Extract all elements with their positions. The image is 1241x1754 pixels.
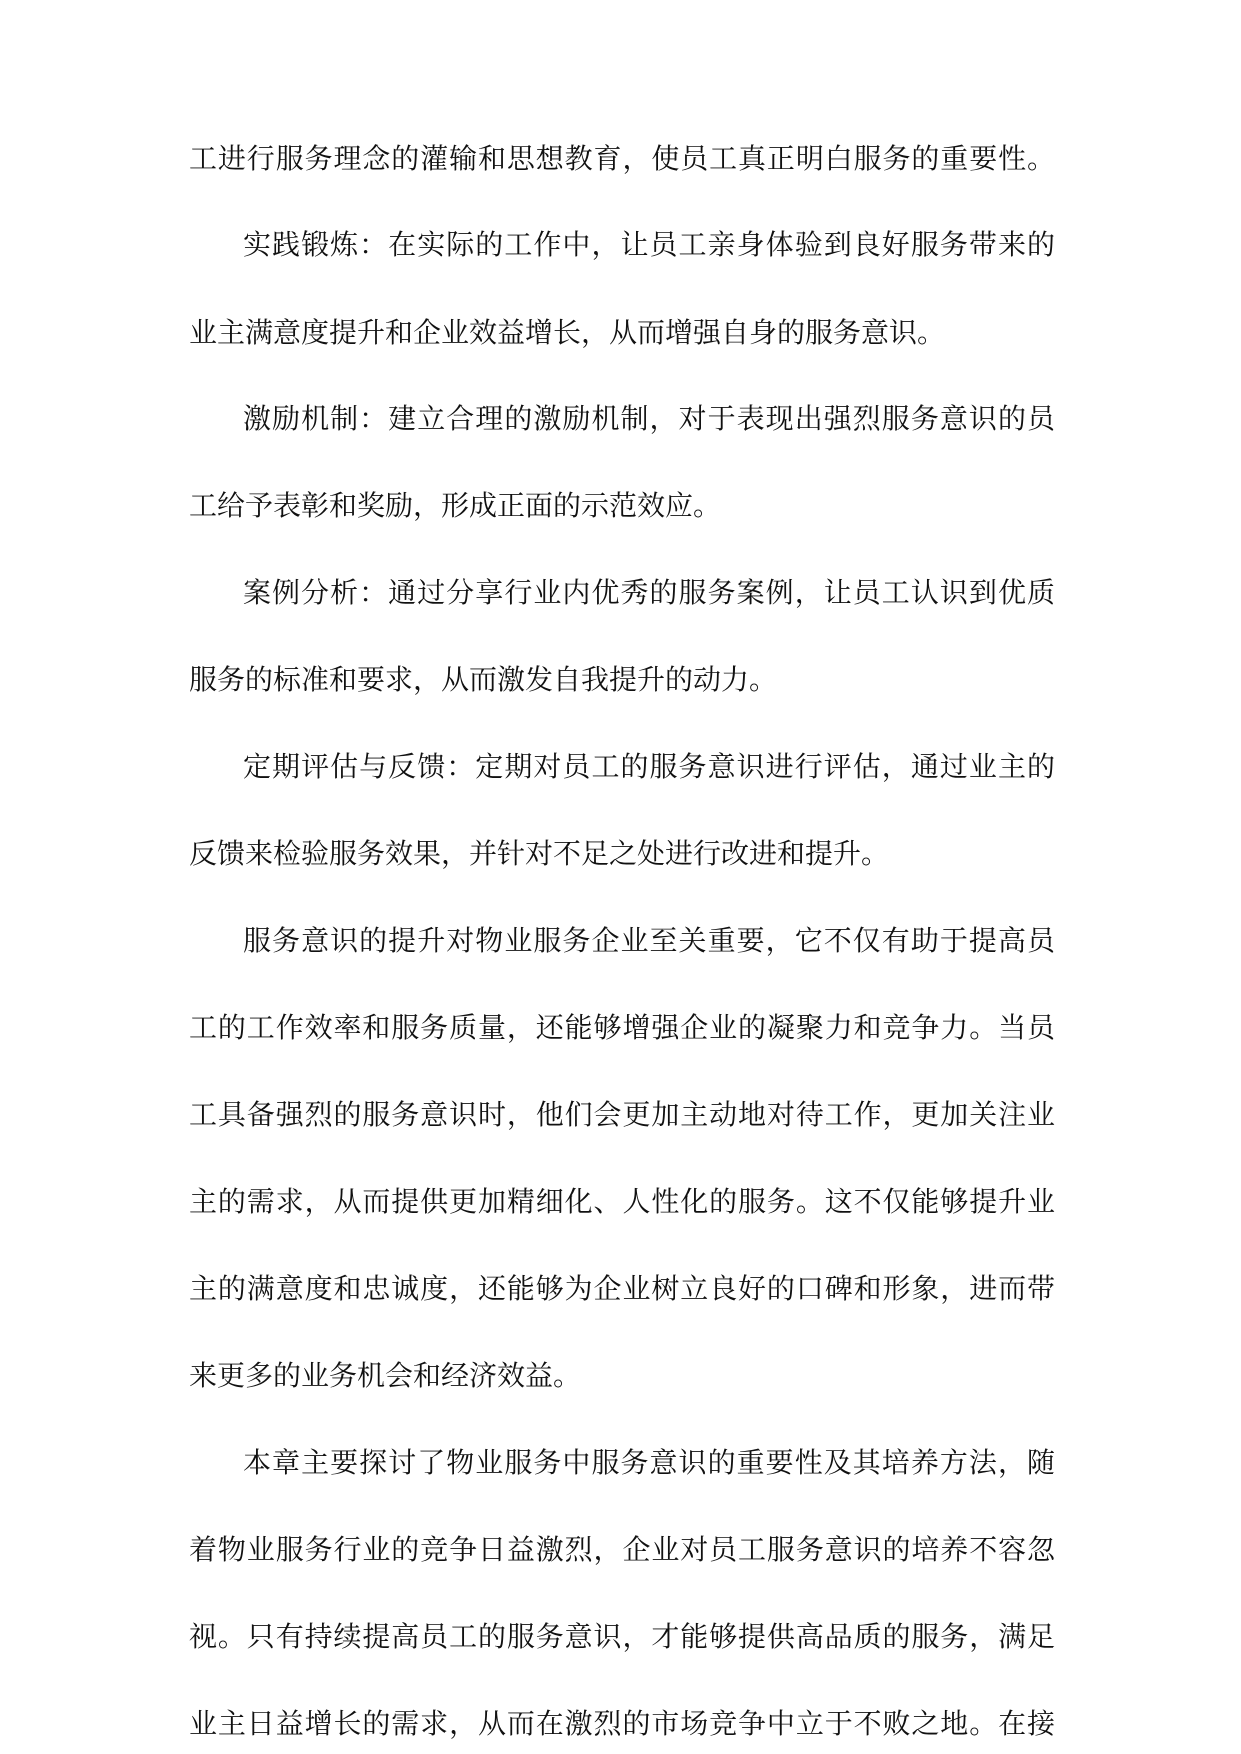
text-line: 主的满意度和忠诚度，还能够为企业树立良好的口碑和形象，进而带: [189, 1272, 1055, 1305]
text-line: 反馈来检验服务效果，并针对不足之处进行改进和提升。: [189, 837, 890, 870]
paragraph-first-line: 案例分析：通过分享行业内优秀的服务案例，让员工认识到优质: [243, 576, 1055, 609]
paragraph-first-line: 定期评估与反馈：定期对员工的服务意识进行评估，通过业主的: [243, 750, 1055, 783]
paragraph-first-line: 服务意识的提升对物业服务企业至关重要，它不仅有助于提高员: [243, 924, 1055, 957]
paragraph-first-line: 激励机制：建立合理的激励机制，对于表现出强烈服务意识的员: [243, 402, 1055, 435]
paragraph-first-line: 实践锻炼：在实际的工作中，让员工亲身体验到良好服务带来的: [243, 228, 1055, 261]
text-line: 工进行服务理念的灌输和思想教育，使员工真正明白服务的重要性。: [189, 142, 1055, 175]
text-line: 业主日益增长的需求，从而在激烈的市场竞争中立于不败之地。在接: [189, 1707, 1055, 1740]
text-line: 工给予表彰和奖励，形成正面的示范效应。: [189, 489, 722, 522]
text-line: 视。只有持续提高员工的服务意识，才能够提供高品质的服务，满足: [189, 1620, 1055, 1653]
text-line: 主的需求，从而提供更加精细化、人性化的服务。这不仅能够提升业: [189, 1185, 1055, 1218]
text-line: 业主满意度提升和企业效益增长，从而增强自身的服务意识。: [189, 316, 946, 349]
paragraph-first-line: 本章主要探讨了物业服务中服务意识的重要性及其培养方法，随: [243, 1446, 1055, 1479]
text-line: 来更多的业务机会和经济效益。: [189, 1359, 582, 1392]
text-line: 工的工作效率和服务质量，还能够增强企业的凝聚力和竞争力。当员: [189, 1011, 1055, 1044]
text-line: 工具备强烈的服务意识时，他们会更加主动地对待工作，更加关注业: [189, 1098, 1055, 1131]
text-line: 着物业服务行业的竞争日益激烈，企业对员工服务意识的培养不容忽: [189, 1533, 1055, 1566]
text-line: 服务的标准和要求，从而激发自我提升的动力。: [189, 663, 778, 696]
